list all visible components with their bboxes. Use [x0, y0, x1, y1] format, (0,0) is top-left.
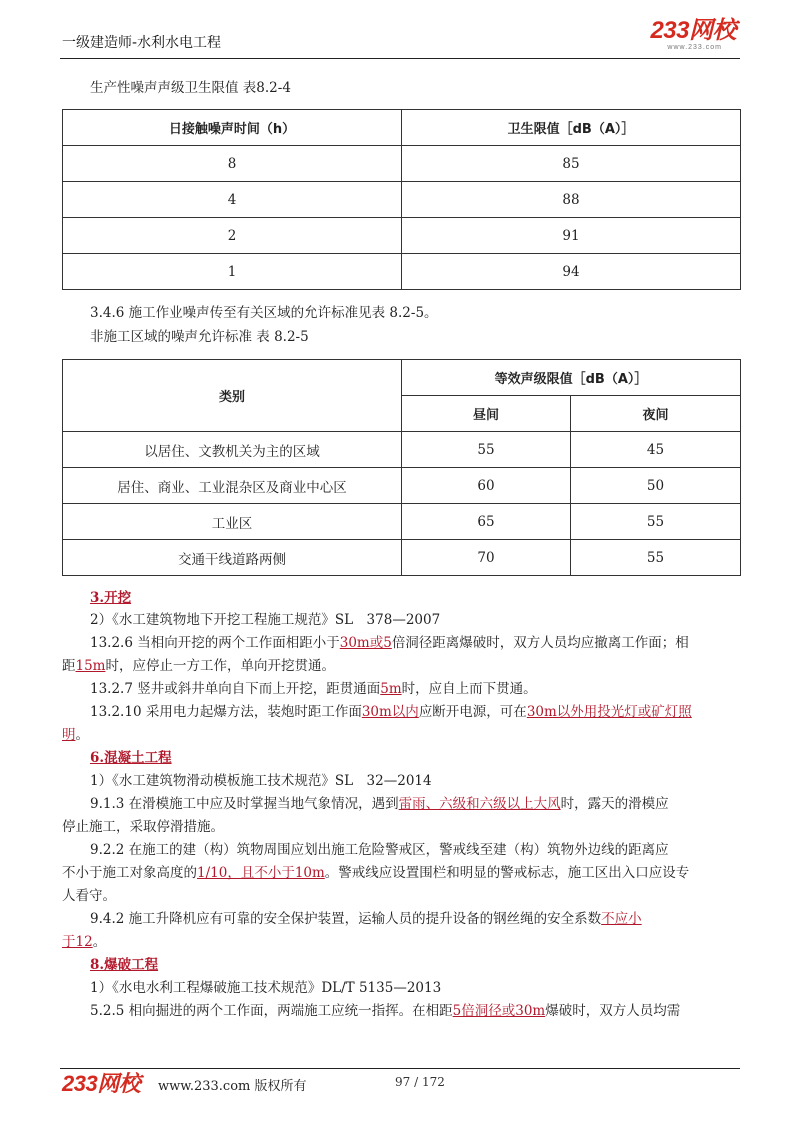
table-row — [63, 432, 741, 468]
table-cell: 85 — [402, 146, 741, 182]
highlight: 不应小 — [601, 911, 642, 927]
table-cell: 45 — [571, 432, 741, 468]
header-cell: 夜间 — [571, 396, 741, 432]
header-cell: 日接触噪声时间（h） — [63, 110, 402, 146]
table-cell: 55 — [402, 432, 571, 468]
table-cell: 94 — [402, 254, 741, 290]
header-cell: 昼间 — [402, 396, 571, 432]
highlight: 30m以外用投光灯或矿灯照 — [526, 704, 692, 720]
table-cell: 88 — [402, 182, 741, 218]
table-cell: 2 — [63, 218, 402, 254]
table-cell: 工业区 — [63, 504, 402, 540]
header-divider — [60, 58, 740, 59]
header-cell: 卫生限值［dB（A）］ — [402, 110, 741, 146]
table-cell: 55 — [571, 504, 741, 540]
footer-divider — [60, 1068, 740, 1069]
clause-13-2-6: 13.2.6 当相向开挖的两个工作面相距小于30m或5倍洞径距离爆破时，双方人员均应撤离工作面；相 — [90, 635, 689, 651]
highlight: 明 — [62, 727, 76, 743]
clause-9-2-2: 9.2.2 在施工的建（构）筑物周围应划出施工危险警戒区，警戒线至建（构）筑物外边线的距离应 — [90, 842, 669, 858]
non-construction-noise-table — [62, 359, 741, 576]
brand-logo-url: www.233.com — [667, 44, 722, 51]
table-row — [63, 504, 741, 540]
table2-caption: 非施工区域的噪声允许标准 表 8.2-5 — [90, 329, 309, 345]
clause-13-2-10: 13.2.10 采用电力起爆方法，装炮时距工作面30m以内应断开电源，可在30m以外用投光灯或矿灯照 — [90, 704, 692, 720]
highlight: 5m — [380, 681, 402, 697]
clause-9-2-2-end: 人看守。 — [62, 888, 116, 904]
footer-copyright: www.233.com 版权所有 — [158, 1079, 307, 1094]
clause-13-2-10-cont: 明。 — [62, 727, 89, 743]
table-cell: 1 — [63, 254, 402, 290]
table-row — [63, 182, 741, 218]
table-row — [63, 218, 741, 254]
table-row — [63, 146, 741, 182]
clause-9-2-2-cont: 不小于施工对象高度的1/10，且不小于10m。警戒线应设置围栏和明显的警戒标志，施工区出入口应设专 — [62, 865, 690, 881]
table-cell: 60 — [402, 468, 571, 504]
table-row — [63, 468, 741, 504]
standard-reference: 1）《水电水利工程爆破施工技术规范》DL/T 5135—2013 — [90, 980, 442, 996]
table1-caption: 生产性噪声声级卫生限值 表8.2-4 — [90, 80, 291, 96]
section-title-excavation: 3.开挖 — [90, 590, 132, 606]
table-row — [63, 254, 741, 290]
section-title-concrete: 6.混凝土工程 — [90, 750, 172, 766]
highlight: 于12 — [62, 934, 93, 950]
brand-logo: 233网校 — [650, 17, 736, 44]
table-cell: 交通干线道路两侧 — [63, 540, 402, 576]
table-row — [63, 540, 741, 576]
clause-9-1-3: 9.1.3 在滑模施工中应及时掌握当地气象情况，遇到雷雨、六级和六级以上大风时，露天的滑模应 — [90, 796, 669, 812]
table-cell: 70 — [402, 540, 571, 576]
highlight: 1/10，且不小于10m — [197, 865, 325, 881]
clause-9-4-2-cont: 于12。 — [62, 934, 107, 950]
table-cell: 4 — [63, 182, 402, 218]
table-cell: 居住、商业、工业混杂区及商业中心区 — [63, 468, 402, 504]
highlight: 雷雨、六级和六级以上大风 — [398, 796, 561, 812]
noise-limit-table — [62, 109, 741, 290]
section-title-blasting: 8.爆破工程 — [90, 957, 159, 973]
highlight: 15m — [75, 658, 106, 674]
standard-reference: 2）《水工建筑物地下开挖工程施工规范》SL 378—2007 — [90, 612, 441, 628]
highlight: 30m或5 — [339, 635, 392, 651]
table-cell: 50 — [571, 468, 741, 504]
header-title: 一级建造师-水利水电工程 — [62, 35, 222, 51]
table-cell: 8 — [63, 146, 402, 182]
standard-reference: 1）《水工建筑物滑动模板施工技术规范》SL 32—2014 — [90, 773, 432, 789]
clause-9-1-3-cont: 停止施工，采取停滑措施。 — [62, 819, 224, 835]
footer-logo: 233网校 — [62, 1071, 141, 1096]
page-number: 97 / 172 — [395, 1075, 445, 1089]
clause-13-2-6-cont: 距15m时，应停止一方工作，单向开挖贯通。 — [62, 658, 335, 674]
table-cell: 91 — [402, 218, 741, 254]
table-header-row — [63, 110, 741, 146]
clause-13-2-7: 13.2.7 竖井或斜井单向自下而上开挖，距贯通面5m时，应自上而下贯通。 — [90, 681, 537, 697]
table-cell: 以居住、文教机关为主的区域 — [63, 432, 402, 468]
highlight: 5倍洞径或30m — [452, 1003, 546, 1019]
table-cell: 65 — [402, 504, 571, 540]
table-header-row — [63, 360, 741, 396]
paragraph-3-4-6: 3.4.6 施工作业噪声传至有关区域的允许标准见表 8.2-5。 — [90, 305, 438, 321]
highlight: 30m以内 — [361, 704, 419, 720]
table-cell: 55 — [571, 540, 741, 576]
header-cell: 等效声级限值［dB（A）］ — [402, 360, 741, 396]
clause-9-4-2: 9.4.2 施工升降机应有可靠的安全保护装置，运输人员的提升设备的钢丝绳的安全系数不应小 — [90, 911, 642, 927]
header-cell: 类别 — [63, 360, 402, 432]
clause-5-2-5: 5.2.5 相向掘进的两个工作面，两端施工应统一指挥。在相距5倍洞径或30m爆破时，双方人员均需 — [90, 1003, 681, 1019]
